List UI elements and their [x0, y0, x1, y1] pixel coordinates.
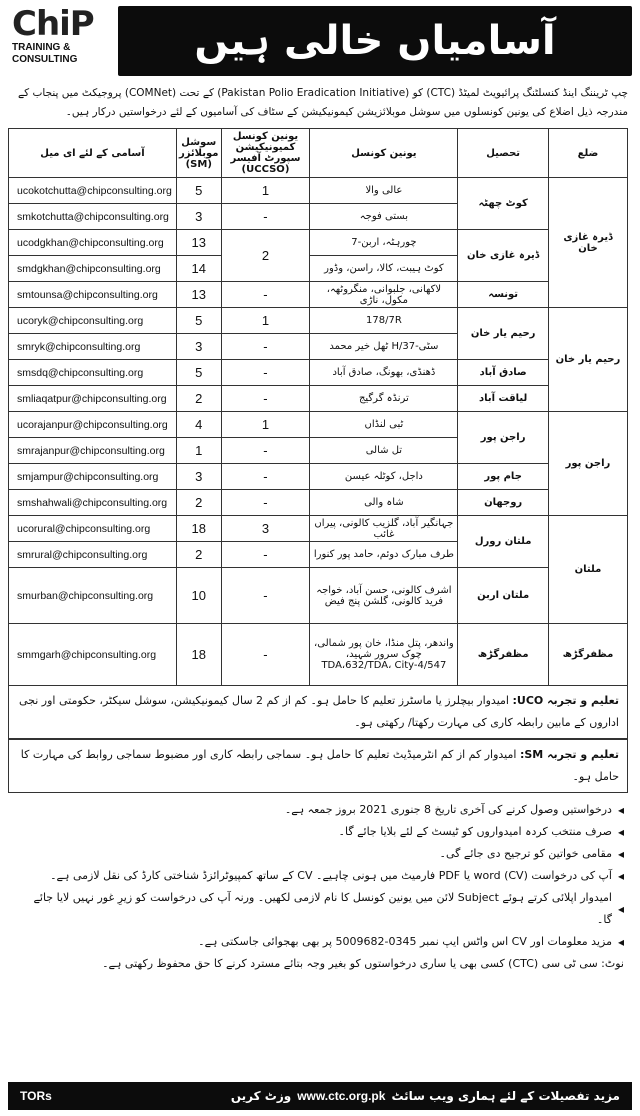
ucco-cell: -: [221, 438, 310, 464]
note-item: [16, 887, 624, 931]
note-item: [16, 799, 624, 821]
ucco-cell: -: [221, 334, 310, 360]
ucco-cell: -: [221, 568, 310, 624]
tehsil-cell: لیاقت آباد: [458, 386, 549, 412]
ucco-cell: -: [221, 386, 310, 412]
email-link[interactable]: smryk@chipconsulting.org: [9, 334, 177, 360]
email-link[interactable]: ucorajanpur@chipconsulting.org: [9, 412, 177, 438]
email-link[interactable]: smliaqatpur@chipconsulting.org: [9, 386, 177, 412]
email-link[interactable]: ucoryk@chipconsulting.org: [9, 308, 177, 334]
note-text: مزید معلومات اور CV اس واٹس ایپ نمبر 0345-5009682 پر بھی بھجوائی جاسکتی ہے۔: [198, 935, 612, 948]
table-header-row: [9, 129, 628, 178]
header: [8, 6, 632, 78]
uc-cell: عالی والا: [310, 178, 458, 204]
sm-cell: 10: [176, 568, 221, 624]
table-row: [9, 624, 628, 686]
tehsil-cell: ملتان اربن: [458, 568, 549, 624]
email-link[interactable]: smjampur@chipconsulting.org: [9, 464, 177, 490]
sm-cell: 5: [176, 308, 221, 334]
district-cell: راجن پور: [548, 412, 627, 516]
uco-qualification: [8, 686, 628, 739]
sm-cell: 3: [176, 334, 221, 360]
header-ucco: یونین کونسل کمیونیکیشن سپورٹ آفیسر (UCCSO): [221, 129, 310, 178]
ucco-cell: -: [221, 542, 310, 568]
email-link[interactable]: ucokotchutta@chipconsulting.org: [9, 178, 177, 204]
sm-cell: 3: [176, 204, 221, 230]
note-text: درخواستیں وصول کرنے کی آخری تاریخ 8 جنوری 2021 بروز جمعہ ہے۔: [284, 803, 612, 816]
tehsil-cell: جام پور: [458, 464, 549, 490]
intro-text: چپ ٹریننگ اینڈ کنسلٹنگ پرائیویٹ لمیٹڈ (CTC) کو (Pakistan Polio Eradication Initiative) کے تحت (COMNet) پروجیکٹ میں پنجاب کے مندرجہ ذیل اضلاع کی یونین کونسلوں میں سوشل موبلائزیشن کیمونیکیشن کے سٹاف کی آسامیوں کے لئے درخواستیں درکار ہیں۔: [18, 87, 628, 118]
tors-label: TORs: [20, 1089, 52, 1103]
footer-bar: [8, 1082, 632, 1110]
footer-visit: [231, 1089, 620, 1103]
ucco-cell: 1: [221, 178, 310, 204]
note-text: صرف منتخب کردہ امیدواروں کو ٹیسٹ کے لئے بلایا جائے گا۔: [338, 825, 612, 838]
sm-qualification-label: تعلیم و تجربہ SM:: [519, 748, 619, 761]
uc-cell: لاکھانی، جلبوانی، منگروٹھہ، مکول، ناڑی: [310, 282, 458, 308]
tehsil-cell: ملتان رورل: [458, 516, 549, 568]
sm-cell: 14: [176, 256, 221, 282]
table-row: [9, 386, 628, 412]
sm-cell: 13: [176, 230, 221, 256]
note-text: نوٹ: سی ٹی سی (CTC) کسی بھی یا ساری درخواستوں کو بغیر وجہ بتائے مسترد کرنے کا حق محفوظ رکھتی ہے۔: [102, 957, 624, 970]
logo-line1: TRAINING &: [12, 42, 71, 53]
uc-cell: چورہٹہ، اربن-7: [310, 230, 458, 256]
email-link[interactable]: smkotchutta@chipconsulting.org: [9, 204, 177, 230]
ucco-cell: 1: [221, 412, 310, 438]
table-row: [9, 230, 628, 256]
sm-cell: 5: [176, 178, 221, 204]
tehsil-cell: کوٹ چھٹہ: [458, 178, 549, 230]
website-link[interactable]: www.ctc.org.pk: [297, 1089, 386, 1103]
ucco-cell: -: [221, 282, 310, 308]
bullet-icon: ◂: [617, 935, 624, 949]
uc-cell: جہانگیر آباد، گلزیب کالونی، پیراں غائب: [310, 516, 458, 542]
email-link[interactable]: smtounsa@chipconsulting.org: [9, 282, 177, 308]
sm-qualification-text: امیدوار کم از کم انٹرمیڈیٹ تعلیم کا حامل ہو۔ سماجی رابطہ کاری اور مضبوط سماجی روابط کی مہارت کا حامل ہو۔: [20, 748, 619, 783]
email-link[interactable]: smurban@chipconsulting.org: [9, 568, 177, 624]
ucco-cell: -: [221, 204, 310, 230]
email-link[interactable]: smrajanpur@chipconsulting.org: [9, 438, 177, 464]
table-row: [9, 516, 628, 542]
email-link[interactable]: ucorural@chipconsulting.org: [9, 516, 177, 542]
sm-cell: 2: [176, 542, 221, 568]
table-row: [9, 412, 628, 438]
note-item: [16, 931, 624, 953]
email-link[interactable]: ucodgkhan@chipconsulting.org: [9, 230, 177, 256]
sm-cell: 13: [176, 282, 221, 308]
notes-list: [8, 793, 632, 975]
district-cell: ڈیرہ غازی خان: [548, 178, 627, 308]
sm-cell: 18: [176, 516, 221, 542]
email-link[interactable]: smsdq@chipconsulting.org: [9, 360, 177, 386]
note-item: [16, 953, 624, 975]
uc-cell: داجل، کوٹلہ عیسن: [310, 464, 458, 490]
sm-cell: 1: [176, 438, 221, 464]
tehsil-cell: رحیم یار خان: [458, 308, 549, 360]
uco-qualification-text: امیدوار بیچلرز یا ماسٹرز تعلیم کا حامل ہو۔ کم از کم 2 سال کیمونیکیشن، سوشل سیکٹر، حکومتی اور نجی اداروں کے مابین رابطہ کاری کی مہارت رکھتا/ رکھتی ہو۔: [18, 694, 619, 729]
uc-cell: ٹبی لنڈاں: [310, 412, 458, 438]
tehsil-cell: راجن پور: [458, 412, 549, 464]
tehsil-cell: تونسہ: [458, 282, 549, 308]
table-row: [9, 308, 628, 334]
note-item: [16, 821, 624, 843]
district-cell: مظفرگڑھ: [548, 624, 627, 686]
bullet-icon: ◂: [617, 825, 624, 839]
district-cell: رحیم یار خان: [548, 308, 627, 412]
logo-line2: CONSULTING: [12, 54, 78, 65]
uc-cell: تل شالی: [310, 438, 458, 464]
uco-qualification-label: تعلیم و تجربہ UCO:: [512, 694, 619, 707]
note-text: مقامی خواتین کو ترجیح دی جائے گی۔: [439, 847, 612, 860]
note-text: آپ کی درخواست (CV) word یا PDF فارمیٹ میں ہونی چاہیے۔ CV کے ساتھ کمپیوٹرائزڈ شناختی کارڈ کی نقل لازمی ہے۔: [50, 869, 612, 882]
email-link[interactable]: smrural@chipconsulting.org: [9, 542, 177, 568]
sm-cell: 3: [176, 464, 221, 490]
uc-cell: شاہ والی: [310, 490, 458, 516]
bullet-icon: ◂: [617, 869, 624, 883]
table-row: [9, 568, 628, 624]
email-link[interactable]: smshahwali@chipconsulting.org: [9, 490, 177, 516]
tehsil-cell: مظفرگڑھ: [458, 624, 549, 686]
sm-cell: 18: [176, 624, 221, 686]
uc-cell: 178/7R: [310, 308, 458, 334]
table-row: [9, 464, 628, 490]
uc-cell: ترنڈہ گرگیج: [310, 386, 458, 412]
note-item: [16, 865, 624, 887]
uc-cell: طرف مبارک دوئم، حامد پور کنورا: [310, 542, 458, 568]
ucco-cell: -: [221, 360, 310, 386]
note-text: امیدوار اپلائی کرتے ہوئے Subject لائن میں یونین کونسل کا نام لازمی لکھیں۔ ورنہ آپ کی درخواست کو زیرِ غور نہیں لایا جائے گا۔: [33, 891, 612, 926]
bullet-icon: ◂: [617, 847, 624, 861]
email-link[interactable]: smdgkhan@chipconsulting.org: [9, 256, 177, 282]
footer-urdu-text: مزید تفصیلات کے لئے ہماری ویب سائٹ: [391, 1089, 620, 1103]
uc-cell: کوٹ ہیبت، کالا، راسن، وڈور: [310, 256, 458, 282]
ucco-cell: 3: [221, 516, 310, 542]
table-body: [9, 178, 628, 686]
uc-cell: سٹی-37/H ٹھل خیر محمد: [310, 334, 458, 360]
sm-qualification: [8, 739, 628, 793]
email-link[interactable]: smmgarh@chipconsulting.org: [9, 624, 177, 686]
uc-cell: بستی فوجہ: [310, 204, 458, 230]
bullet-icon: ◂: [617, 803, 624, 817]
sm-cell: 2: [176, 386, 221, 412]
sm-cell: 5: [176, 360, 221, 386]
header-email: آسامی کے لئے ای میل: [9, 129, 177, 178]
tehsil-cell: ڈیرہ غازی خان: [458, 230, 549, 282]
sm-cell: 2: [176, 490, 221, 516]
header-sm: سوشل موبلائزر (SM): [176, 129, 221, 178]
bullet-icon: ◂: [617, 902, 624, 916]
ucco-cell: -: [221, 490, 310, 516]
table-row: [9, 178, 628, 204]
note-item: [16, 843, 624, 865]
uc-cell: واندھر، پتل منڈا، خان پور شمالی، چوک سرور شہید، 547/TDA،632/TDA، City-4: [310, 624, 458, 686]
logo-word: ChiP: [12, 4, 94, 44]
ucco-cell: 2: [221, 230, 310, 282]
uc-cell: ڈھنڈی، بھونگ، صادق آباد: [310, 360, 458, 386]
chip-logo: [12, 6, 108, 78]
table-row: [9, 490, 628, 516]
table-row: [9, 282, 628, 308]
ucco-cell: -: [221, 624, 310, 686]
banner-title: آسامیاں خالی ہیں: [194, 18, 556, 64]
header-district: ضلع: [548, 129, 627, 178]
district-cell: ملتان: [548, 516, 627, 624]
tehsil-cell: روجھان: [458, 490, 549, 516]
table-row: [9, 360, 628, 386]
ucco-cell: 1: [221, 308, 310, 334]
footer-visit-text: وزٹ کریں: [230, 1089, 292, 1103]
uc-cell: اشرف کالونی، حسن آباد، خواجہ فرید کالونی، گلشن پنج فیض: [310, 568, 458, 624]
sm-cell: 4: [176, 412, 221, 438]
header-tehsil: تحصیل: [458, 129, 549, 178]
ucco-cell: -: [221, 464, 310, 490]
header-union-council: یونین کونسل: [310, 129, 458, 178]
vacancy-table: [8, 128, 628, 686]
title-banner: [118, 6, 632, 76]
tehsil-cell: صادق آباد: [458, 360, 549, 386]
